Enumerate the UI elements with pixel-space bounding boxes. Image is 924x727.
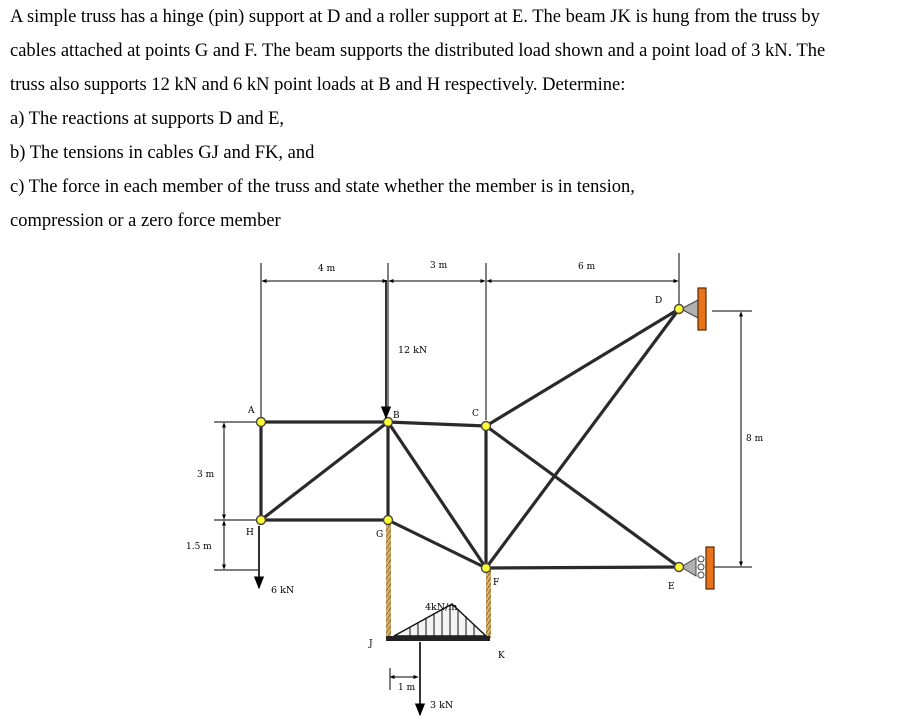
joint-c — [482, 422, 491, 431]
problem-line-2: cables attached at points G and F. The beam supports the distributed load shown and a point load of 3 kN. The — [10, 41, 826, 61]
load-label-beam: 3 kN — [430, 700, 454, 711]
node-label-g: G — [376, 530, 384, 540]
joint-h — [257, 516, 266, 525]
dim-label-ab: 4 m — [318, 264, 336, 274]
member-hb — [261, 422, 388, 520]
member-bc — [388, 422, 486, 426]
node-label-a: A — [248, 406, 255, 416]
node-label-b: B — [393, 411, 400, 421]
joint-f — [482, 564, 491, 573]
problem-line-4: a) The reactions at supports D and E, — [10, 109, 284, 129]
load-label-distributed: 4kN/m — [425, 602, 458, 613]
member-cd — [486, 309, 679, 426]
top-dimensions — [261, 253, 679, 422]
node-label-j: J — [369, 639, 373, 649]
problem-line-5: b) The tensions in cables GJ and FK, and — [10, 143, 315, 163]
truss-members — [261, 309, 679, 568]
beam-jk — [386, 602, 490, 715]
member-ce — [486, 426, 679, 567]
dim-label-beam-offset: 1 m — [398, 683, 416, 693]
point-loads — [259, 280, 427, 596]
problem-line-6: c) The force in each member of the truss and state whether the member is in tension, — [10, 177, 635, 197]
joint-g — [384, 516, 393, 525]
member-bf — [388, 422, 486, 568]
pin-support-d — [681, 288, 706, 330]
dim-label-height-top: 3 m — [197, 470, 215, 480]
joint-b — [384, 418, 393, 427]
node-label-k: K — [498, 651, 505, 661]
left-dimensions — [186, 422, 258, 570]
dim-label-cd: 6 m — [578, 262, 596, 272]
dim-label-bc: 3 m — [430, 261, 448, 271]
joint-a — [257, 418, 266, 427]
roller-support-e — [681, 547, 714, 589]
problem-line-1: A simple truss has a hinge (pin) support at D and a roller support at E. The beam JK is hung from the truss by — [10, 7, 820, 27]
cable-fk — [486, 568, 491, 638]
dim-label-height-bottom: 1.5 m — [186, 542, 212, 552]
node-label-d: D — [655, 296, 663, 306]
load-label-b: 12 kN — [398, 345, 428, 356]
problem-line-7: compression or a zero force member — [10, 211, 281, 231]
member-fe — [486, 567, 679, 568]
load-label-h: 6 kN — [271, 585, 295, 596]
node-label-e: E — [668, 582, 675, 592]
beam-body — [386, 636, 490, 641]
joint-e — [675, 563, 684, 572]
member-fd — [486, 309, 679, 568]
dim-label-height-right: 8 m — [746, 434, 764, 444]
node-label-h: H — [246, 528, 254, 538]
right-dimension — [712, 311, 764, 567]
cable-gj — [386, 523, 391, 638]
joint-d — [675, 305, 684, 314]
node-label-f: F — [493, 578, 500, 588]
node-label-c: C — [472, 409, 479, 419]
problem-line-3: truss also supports 12 kN and 6 kN point loads at B and H respectively. Determine: — [10, 75, 626, 95]
